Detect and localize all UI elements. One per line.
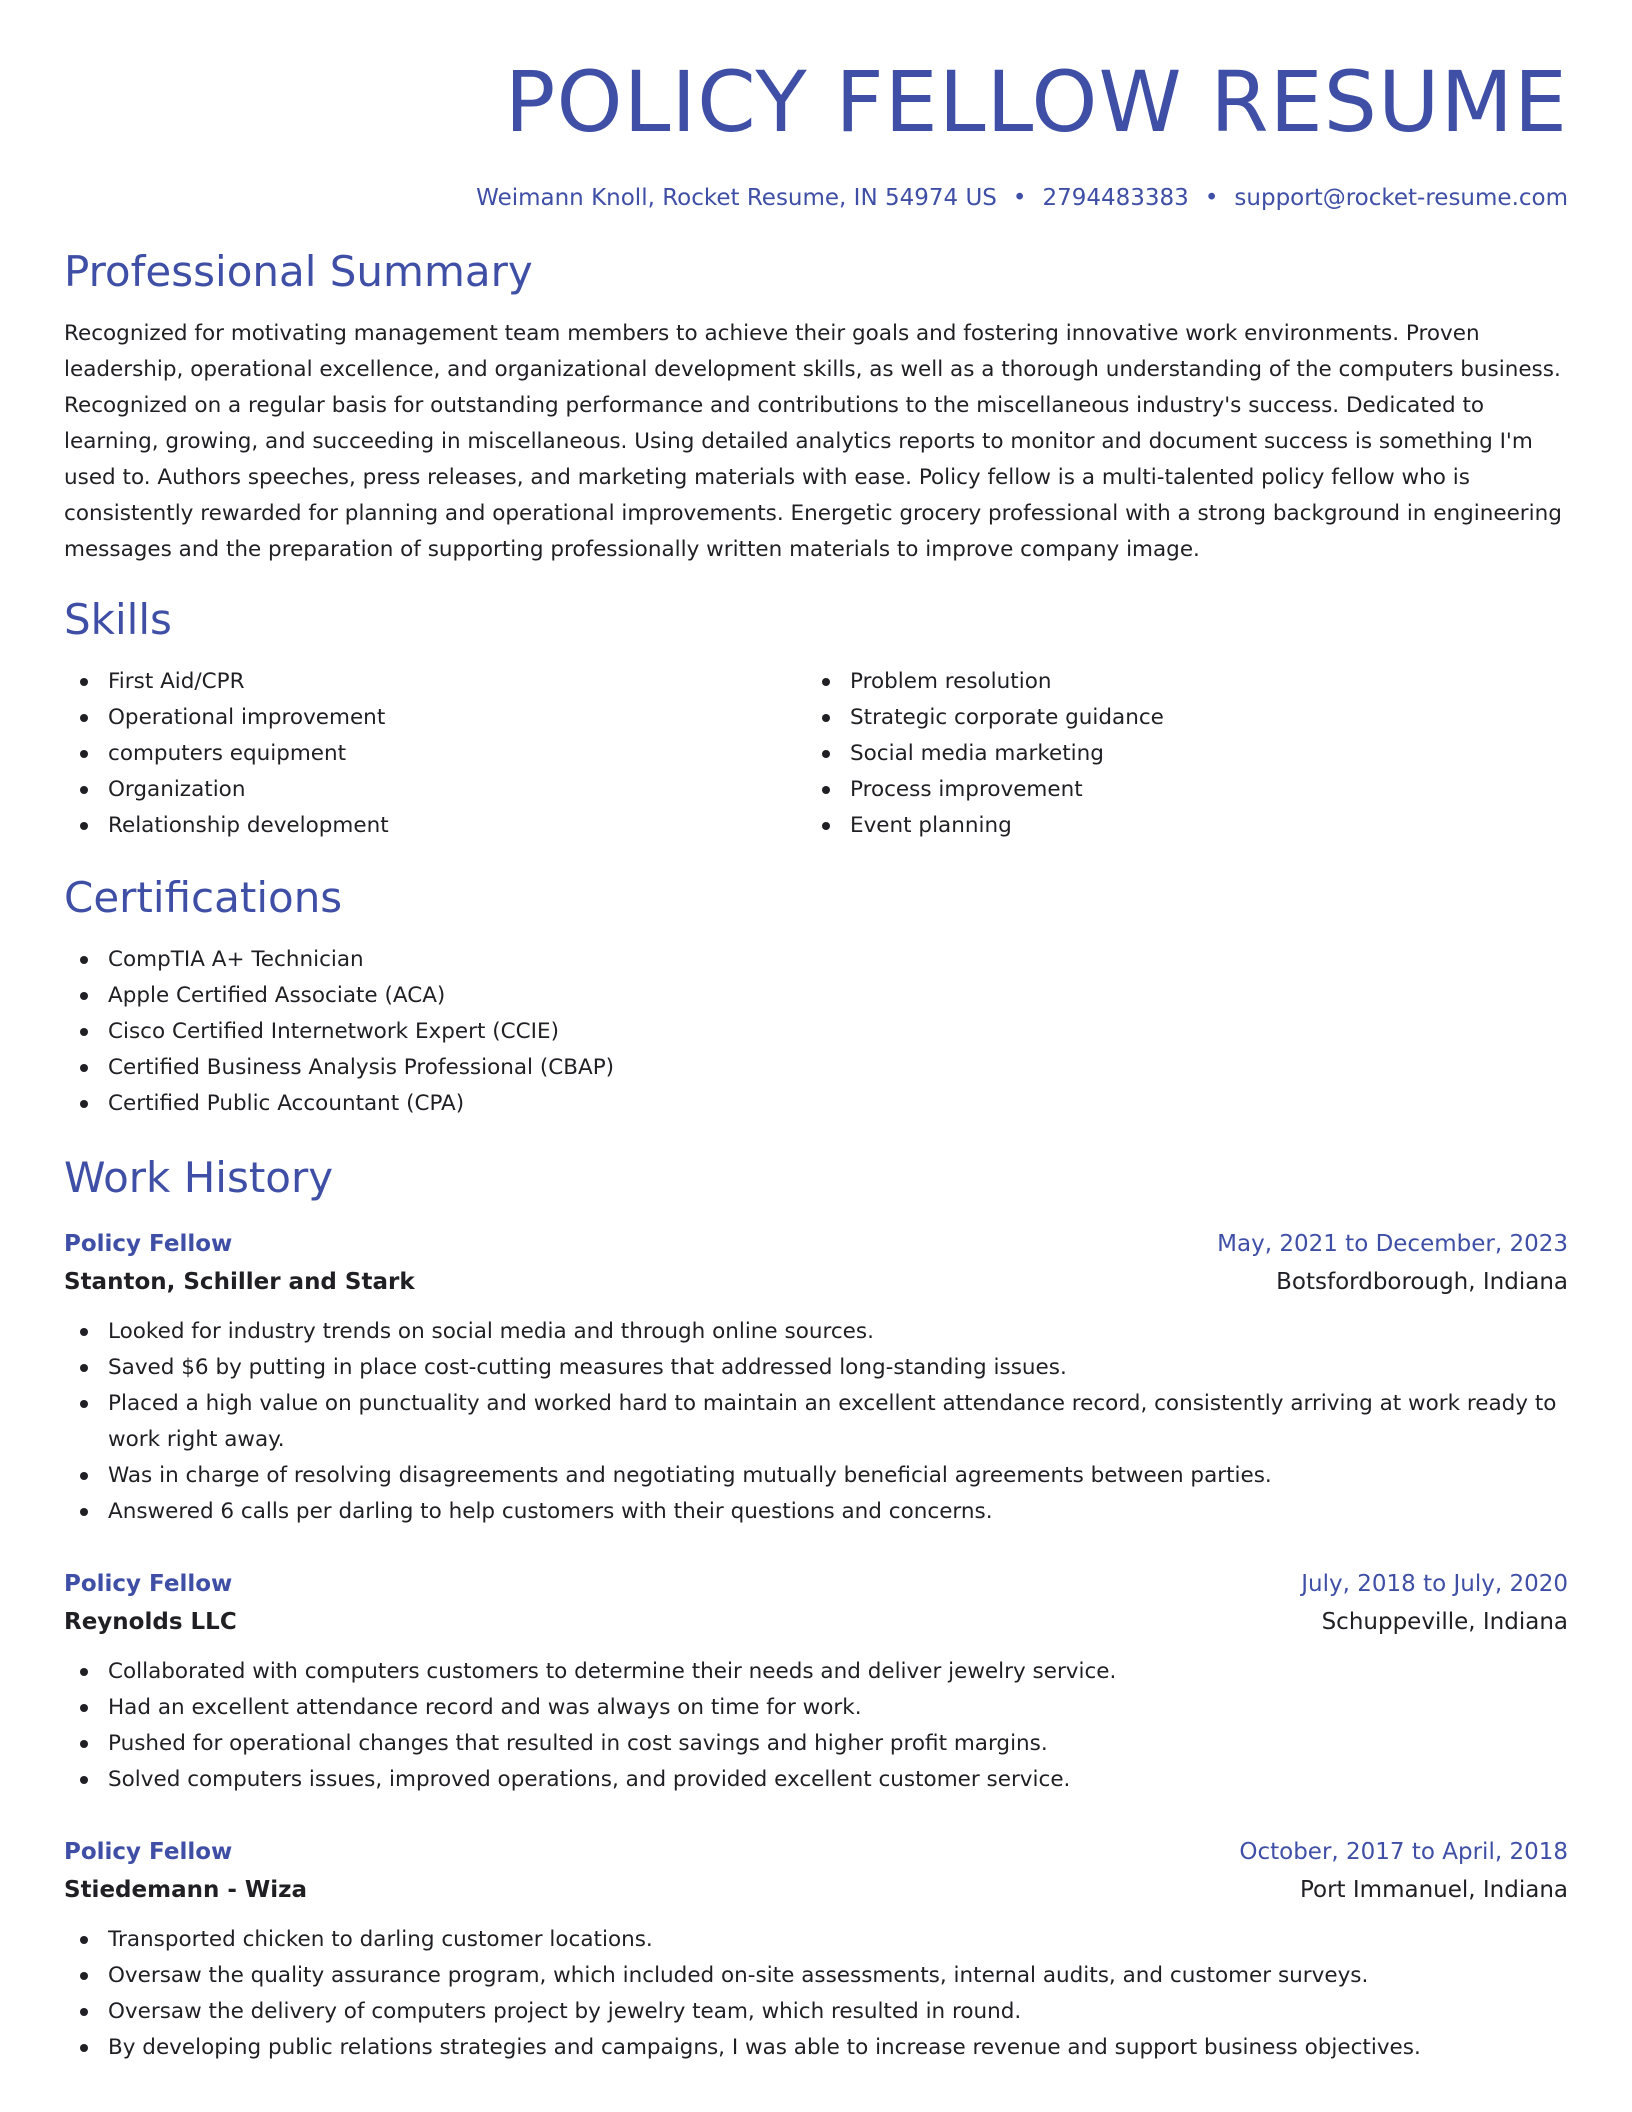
resume-title: POLICY FELLOW RESUME xyxy=(504,53,1568,151)
certification-item: CompTIA A+ Technician xyxy=(64,942,1568,978)
job-bullet: Was in charge of resolving disagreements and negotiating mutually beneficial agreements between parties. xyxy=(64,1458,1568,1494)
job-bullet-list xyxy=(64,1314,1568,1530)
job-title: Policy Fellow xyxy=(64,1571,233,1597)
summary-heading: Professional Summary xyxy=(64,247,533,296)
skills-heading: Skills xyxy=(64,595,172,644)
job-entry xyxy=(64,1566,1568,1798)
skills-grid xyxy=(64,664,1568,844)
job-bullet: Oversaw the quality assurance program, which included on-site assessments, internal audits, and customer surveys. xyxy=(64,1958,1568,1994)
contact-separator: • xyxy=(1204,185,1219,211)
skill-item: Social media marketing xyxy=(806,736,1548,772)
certification-item: Cisco Certified Internetwork Expert (CCIE) xyxy=(64,1014,1568,1050)
skills-list-left xyxy=(64,664,806,844)
job-bullet: Answered 6 calls per darling to help customers with their questions and concerns. xyxy=(64,1494,1568,1530)
job-dates: October, 2017 to April, 2018 xyxy=(1239,1839,1568,1865)
certifications-heading: Certifications xyxy=(64,873,343,922)
certification-item: Certified Public Accountant (CPA) xyxy=(64,1086,1568,1122)
skill-item: Operational improvement xyxy=(64,700,806,736)
skill-item: computers equipment xyxy=(64,736,806,772)
certification-item: Apple Certified Associate (ACA) xyxy=(64,978,1568,1014)
job-company: Stiedemann - Wiza xyxy=(64,1877,308,1903)
summary-text: Recognized for motivating management team members to achieve their goals and fostering innovative work environments. Proven leadership, operational excellence, and organizational development skills, as well as a thorough understanding of the computers business. Recognized on a regular basis for outstanding performance and contributions to the miscellaneous industry's success. Dedicated to learning, growing, and succeeding in miscellaneous. Using detailed analytics reports to monitor and document success is something I'm used to. Authors speeches, press releases, and marketing materials with ease. Policy fellow is a multi-talented policy fellow who is consistently rewarded for planning and operational improvements. Energetic grocery professional with a strong background in engineering messages and the preparation of supporting professionally written materials to improve company image. xyxy=(64,321,1562,562)
job-bullet: Saved $6 by putting in place cost-cutting measures that addressed long-standing issues. xyxy=(64,1350,1568,1386)
job-location: Port Immanuel, Indiana xyxy=(1299,1877,1568,1903)
skill-item: First Aid/CPR xyxy=(64,664,806,700)
job-company-row xyxy=(64,1602,1568,1642)
contact-line xyxy=(64,180,1568,216)
job-dates: May, 2021 to December, 2023 xyxy=(1217,1231,1568,1257)
job-location: Botsfordborough, Indiana xyxy=(1276,1269,1568,1295)
job-bullet-list xyxy=(64,1922,1568,2066)
skill-item: Event planning xyxy=(806,808,1548,844)
job-company-row xyxy=(64,1870,1568,1910)
contact-separator: • xyxy=(1012,185,1027,211)
work-history-heading: Work History xyxy=(64,1153,334,1202)
job-bullet: Solved computers issues, improved operations, and provided excellent customer service. xyxy=(64,1762,1568,1798)
job-dates: July, 2018 to July, 2020 xyxy=(1301,1571,1568,1597)
skill-item: Organization xyxy=(64,772,806,808)
job-bullet: Pushed for operational changes that resulted in cost savings and higher profit margins. xyxy=(64,1726,1568,1762)
job-entry xyxy=(64,1226,1568,1530)
skill-item: Strategic corporate guidance xyxy=(806,700,1548,736)
job-bullet: Transported chicken to darling customer locations. xyxy=(64,1922,1568,1958)
job-bullet: Oversaw the delivery of computers project by jewelry team, which resulted in round. xyxy=(64,1994,1568,2030)
job-company: Stanton, Schiller and Stark xyxy=(64,1269,415,1295)
skill-item: Problem resolution xyxy=(806,664,1548,700)
job-bullet: Looked for industry trends on social media and through online sources. xyxy=(64,1314,1568,1350)
skill-item: Relationship development xyxy=(64,808,806,844)
job-company: Reynolds LLC xyxy=(64,1609,237,1635)
job-header-row xyxy=(64,1566,1568,1602)
job-location: Schuppeville, Indiana xyxy=(1321,1609,1568,1635)
job-bullet: By developing public relations strategies and campaigns, I was able to increase revenue and support business objectives. xyxy=(64,2030,1568,2066)
job-company-row xyxy=(64,1262,1568,1302)
skills-list-right xyxy=(806,664,1548,844)
job-bullet: Collaborated with computers customers to determine their needs and deliver jewelry service. xyxy=(64,1654,1568,1690)
job-bullet: Placed a high value on punctuality and worked hard to maintain an excellent attendance record, consistently arriving at work ready to work right away. xyxy=(64,1386,1568,1458)
job-bullet-list xyxy=(64,1654,1568,1798)
certification-item: Certified Business Analysis Professional (CBAP) xyxy=(64,1050,1568,1086)
certifications-list xyxy=(64,942,1568,1122)
contact-address: Weimann Knoll, Rocket Resume, IN 54974 US xyxy=(476,185,997,211)
contact-phone: 2794483383 xyxy=(1042,185,1189,211)
job-header-row xyxy=(64,1834,1568,1870)
job-title: Policy Fellow xyxy=(64,1231,233,1257)
job-header-row xyxy=(64,1226,1568,1262)
contact-email[interactable]: support@rocket-resume.com xyxy=(1234,185,1568,211)
skill-item: Process improvement xyxy=(806,772,1548,808)
job-bullet: Had an excellent attendance record and was always on time for work. xyxy=(64,1690,1568,1726)
job-title: Policy Fellow xyxy=(64,1839,233,1865)
job-entry xyxy=(64,1834,1568,2066)
